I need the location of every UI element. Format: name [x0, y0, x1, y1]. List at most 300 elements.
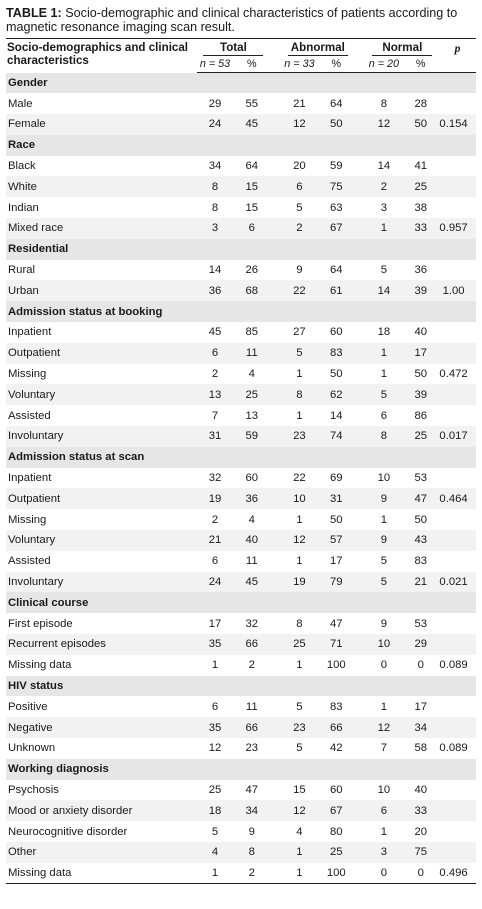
spacer-cell — [270, 551, 281, 572]
cell-normal-pct: 39 — [414, 388, 428, 401]
cell-p-value — [439, 780, 476, 801]
cell-total-pct: 25 — [245, 388, 259, 401]
cell-total-pct: 59 — [245, 430, 259, 443]
cell-abnormal-n: 1 — [296, 368, 303, 381]
cell-abnormal-n: 12 — [293, 118, 306, 131]
table-row — [6, 572, 476, 593]
table-header — [6, 39, 476, 73]
cell-total-n: 8 — [211, 180, 219, 193]
table-row — [6, 176, 476, 197]
cell-normal-pct: 0 — [402, 863, 439, 884]
cell-abnormal-pct: 83 — [329, 700, 343, 713]
cell-p-value — [439, 405, 476, 426]
section-header-row — [6, 239, 476, 260]
table-row — [6, 156, 476, 177]
cell-total-n: 18 — [208, 804, 222, 817]
table-row — [6, 696, 476, 717]
cell-abnormal-n: 23 — [293, 721, 306, 734]
cell-abnormal-n: 27 — [293, 326, 306, 339]
spacer-cell — [270, 343, 281, 364]
cell-total-pct: 45 — [245, 576, 259, 589]
row-label: Missing — [8, 368, 47, 381]
section-title: Working diagnosis — [8, 763, 109, 776]
spacer-cell — [270, 364, 281, 385]
cell-abnormal-pct: 83 — [329, 347, 343, 360]
cell-normal-n: 0 — [366, 863, 403, 884]
cell-total-pct: 9 — [248, 825, 255, 838]
cell-normal-n: 1 — [380, 513, 388, 526]
cell-normal-pct: 38 — [414, 201, 428, 214]
cell-total-n: 45 — [208, 326, 222, 339]
cell-p-value: 0.017 — [439, 430, 468, 443]
cell-normal-n: 5 — [380, 264, 388, 277]
row-label: Other — [8, 846, 37, 859]
cell-total-n: 34 — [208, 160, 222, 173]
cell-p-value: 0.464 — [439, 492, 468, 505]
spacer-cell — [270, 384, 281, 405]
cell-p-value — [439, 468, 476, 489]
section-title: Clinical course — [8, 596, 89, 609]
cell-abnormal-n: 1 — [296, 555, 303, 568]
spacer-cell — [270, 634, 281, 655]
cell-normal-pct: 29 — [414, 638, 428, 651]
row-label: Voluntary — [8, 534, 56, 547]
cell-total-n: 6 — [211, 347, 219, 360]
cell-normal-n: 18 — [377, 326, 391, 339]
cell-abnormal-n: 20 — [293, 160, 306, 173]
cell-normal-n: 7 — [380, 742, 388, 755]
table-row — [6, 260, 476, 281]
spacer-cell — [355, 800, 366, 821]
table-row — [6, 93, 476, 114]
spacer-cell — [270, 176, 281, 197]
cell-normal-n: 1 — [380, 368, 388, 381]
row-label: Involuntary — [8, 430, 64, 443]
cell-normal-pct: 50 — [414, 513, 428, 526]
cell-normal-n: 10 — [377, 783, 391, 796]
header-p-value: p — [439, 39, 476, 58]
spacer-cell — [355, 551, 366, 572]
cell-p-value: 0.089 — [439, 742, 468, 755]
row-label: Black — [8, 160, 36, 173]
spacer-cell — [355, 821, 366, 842]
cell-p-value — [439, 634, 476, 655]
row-label: Assisted — [8, 409, 51, 422]
cell-abnormal-n: 8 — [296, 388, 303, 401]
cell-abnormal-pct: 64 — [329, 97, 343, 110]
spacer-cell — [270, 488, 281, 509]
spacer-cell — [355, 322, 366, 343]
cell-total-pct: 15 — [245, 201, 259, 214]
table-row — [6, 509, 476, 530]
spacer-cell — [270, 405, 281, 426]
cell-normal-pct: 43 — [414, 534, 428, 547]
cell-abnormal-n: 2 — [296, 222, 303, 235]
spacer-cell — [355, 405, 366, 426]
cell-p-value — [439, 384, 476, 405]
cell-total-n: 12 — [208, 742, 222, 755]
header-total-pct: % — [233, 57, 270, 73]
cell-abnormal-pct: 59 — [329, 160, 343, 173]
cell-normal-pct: 21 — [414, 576, 428, 589]
cell-abnormal-n: 1 — [296, 409, 303, 422]
spacer-cell — [355, 468, 366, 489]
cell-abnormal-n: 1 — [296, 659, 303, 672]
cell-normal-n: 3 — [380, 201, 388, 214]
cell-abnormal-pct: 79 — [329, 576, 343, 589]
cell-total-n: 36 — [208, 284, 222, 297]
cell-normal-pct: 50 — [414, 118, 428, 131]
section-title: Admission status at scan — [8, 451, 145, 464]
cell-p-value — [439, 613, 476, 634]
cell-total-pct: 6 — [248, 222, 255, 235]
cell-total-n: 6 — [211, 555, 219, 568]
table-row — [6, 800, 476, 821]
cell-abnormal-n: 10 — [293, 492, 306, 505]
cell-abnormal-n: 12 — [293, 804, 306, 817]
cell-normal-n: 10 — [377, 472, 391, 485]
cell-p-value — [439, 93, 476, 114]
cell-abnormal-pct: 61 — [329, 284, 343, 297]
section-header-row — [6, 759, 476, 780]
cell-p-value — [439, 343, 476, 364]
cell-p-value — [439, 509, 476, 530]
cell-p-value — [439, 800, 476, 821]
cell-abnormal-pct: 50 — [329, 513, 343, 526]
header-abnormal-n: n = 33 — [281, 57, 318, 73]
cell-abnormal-n: 25 — [293, 638, 306, 651]
cell-total-n: 13 — [208, 388, 222, 401]
table-row — [6, 613, 476, 634]
cell-normal-pct: 50 — [414, 368, 428, 381]
cell-abnormal-n: 5 — [296, 742, 303, 755]
cell-abnormal-pct: 64 — [329, 264, 343, 277]
cell-abnormal-pct: 62 — [329, 388, 343, 401]
row-label: Outpatient — [8, 492, 61, 505]
table-row — [6, 821, 476, 842]
cell-abnormal-n: 8 — [296, 617, 303, 630]
cell-normal-n: 1 — [380, 700, 388, 713]
spacer-cell — [355, 842, 366, 863]
cell-p-value — [439, 717, 476, 738]
cell-normal-pct: 34 — [414, 721, 428, 734]
cell-p-value: 0.496 — [439, 863, 476, 884]
spacer-cell — [270, 260, 281, 281]
row-label: Recurrent episodes — [8, 638, 106, 651]
header-abnormal-pct: % — [318, 57, 355, 73]
spacer-cell — [270, 509, 281, 530]
spacer-cell — [355, 634, 366, 655]
spacer-cell — [355, 93, 366, 114]
table-row — [6, 197, 476, 218]
spacer-cell — [270, 114, 281, 135]
row-label: White — [8, 180, 37, 193]
cell-total-n: 19 — [208, 492, 222, 505]
cell-abnormal-n: 9 — [296, 264, 303, 277]
cell-total-pct: 32 — [245, 617, 259, 630]
cell-total-pct: 60 — [245, 472, 259, 485]
cell-total-n: 3 — [211, 222, 219, 235]
cell-total-n: 1 — [197, 863, 234, 884]
cell-total-n: 35 — [208, 638, 222, 651]
cell-p-value — [439, 842, 476, 863]
cell-total-pct: 4 — [248, 513, 255, 526]
table-body — [6, 73, 476, 884]
cell-total-pct: 55 — [245, 97, 259, 110]
cell-normal-n: 1 — [380, 222, 388, 235]
spacer-cell — [270, 280, 281, 301]
cell-total-n: 32 — [208, 472, 222, 485]
table-row — [6, 280, 476, 301]
cell-abnormal-pct: 47 — [329, 617, 343, 630]
cell-p-value — [439, 156, 476, 177]
section-title: Residential — [8, 243, 69, 256]
spacer-cell — [270, 800, 281, 821]
spacer-cell — [355, 156, 366, 177]
spacer-cell — [270, 572, 281, 593]
cell-total-n: 4 — [211, 846, 219, 859]
header-total: Total — [197, 39, 271, 58]
spacer-cell — [355, 509, 366, 530]
cell-normal-pct: 86 — [414, 409, 428, 422]
spacer-cell — [270, 197, 281, 218]
cell-normal-n: 9 — [380, 534, 388, 547]
cell-normal-pct: 41 — [414, 160, 428, 173]
spacer-cell — [270, 156, 281, 177]
row-label: Involuntary — [8, 576, 64, 589]
cell-total-n: 2 — [211, 368, 219, 381]
spacer-cell — [270, 322, 281, 343]
spacer-cell — [355, 738, 366, 759]
spacer-cell — [355, 696, 366, 717]
row-label: Outpatient — [8, 347, 61, 360]
cell-abnormal-pct: 80 — [329, 825, 343, 838]
cell-abnormal-pct: 57 — [329, 534, 343, 547]
cell-total-pct: 8 — [248, 846, 255, 859]
cell-p-value — [439, 530, 476, 551]
cell-normal-pct: 53 — [414, 472, 428, 485]
cell-total-pct: 68 — [245, 284, 259, 297]
row-label: Positive — [8, 700, 48, 713]
spacer-cell — [355, 530, 366, 551]
header-total-n: n = 53 — [197, 57, 234, 73]
cell-normal-pct: 53 — [414, 617, 428, 630]
spacer-cell — [270, 655, 281, 676]
cell-p-value: 0.154 — [439, 118, 468, 131]
header-normal-pct: % — [402, 57, 439, 73]
table-row — [6, 717, 476, 738]
cell-abnormal-n: 5 — [296, 700, 303, 713]
spacer-cell — [355, 176, 366, 197]
spacer-cell — [355, 364, 366, 385]
row-label: Missing data — [6, 863, 197, 884]
cell-abnormal-pct: 66 — [329, 721, 343, 734]
section-header-row — [6, 135, 476, 156]
cell-normal-n: 2 — [380, 180, 388, 193]
cell-abnormal-pct: 74 — [329, 430, 343, 443]
spacer-cell — [270, 426, 281, 447]
cell-abnormal-pct: 100 — [326, 659, 346, 672]
table-row — [6, 738, 476, 759]
cell-normal-n: 8 — [380, 97, 388, 110]
section-title: Gender — [8, 77, 48, 90]
table-row — [6, 863, 476, 884]
table-row — [6, 384, 476, 405]
cell-abnormal-n: 1 — [296, 846, 303, 859]
cell-total-pct: 66 — [245, 721, 259, 734]
cell-normal-pct: 20 — [414, 825, 428, 838]
cell-abnormal-pct: 42 — [329, 742, 343, 755]
table-row — [6, 488, 476, 509]
spacer-cell — [355, 780, 366, 801]
spacer-cell — [270, 468, 281, 489]
row-label: Neurocognitive disorder — [8, 825, 128, 838]
row-label: Unknown — [8, 742, 56, 755]
cell-abnormal-pct: 60 — [329, 783, 343, 796]
cell-abnormal-pct: 25 — [329, 846, 343, 859]
cell-normal-n: 10 — [377, 638, 391, 651]
spacer-cell — [355, 343, 366, 364]
table-row — [6, 114, 476, 135]
cell-total-n: 7 — [211, 409, 219, 422]
table-row — [6, 551, 476, 572]
cell-abnormal-n: 22 — [293, 472, 306, 485]
table-row — [6, 634, 476, 655]
cell-abnormal-n: 23 — [293, 430, 306, 443]
cell-total-n: 21 — [208, 534, 222, 547]
cell-abnormal-pct: 31 — [329, 492, 343, 505]
cell-total-pct: 66 — [245, 638, 259, 651]
section-title: HIV status — [8, 680, 64, 692]
table-row — [6, 405, 476, 426]
cell-total-pct: 40 — [245, 534, 259, 547]
cell-normal-n: 9 — [380, 617, 388, 630]
cell-normal-pct: 83 — [414, 555, 428, 568]
spacer-cell — [355, 260, 366, 281]
cell-total-n: 1 — [211, 659, 219, 672]
cell-normal-pct: 0 — [417, 659, 424, 672]
spacer-cell — [355, 426, 366, 447]
table-row — [6, 218, 476, 239]
cell-abnormal-pct: 69 — [329, 472, 343, 485]
cell-total-n: 5 — [211, 825, 219, 838]
cell-total-n: 24 — [208, 576, 222, 589]
row-label: Male — [8, 97, 33, 110]
table-row — [6, 343, 476, 364]
spacer-cell — [270, 863, 281, 884]
cell-normal-n: 12 — [377, 118, 391, 131]
cell-total-pct: 47 — [245, 783, 259, 796]
cell-normal-pct: 28 — [414, 97, 428, 110]
cell-normal-n: 5 — [380, 555, 388, 568]
cell-p-value: 0.472 — [439, 368, 468, 381]
spacer-cell — [355, 863, 366, 884]
cell-total-n: 29 — [208, 97, 222, 110]
cell-normal-n: 6 — [380, 804, 388, 817]
cell-total-n: 6 — [211, 700, 219, 713]
spacer-cell — [270, 717, 281, 738]
cell-abnormal-pct: 75 — [329, 180, 343, 193]
spacer-cell — [355, 197, 366, 218]
cell-p-value — [439, 551, 476, 572]
cell-total-pct: 64 — [245, 160, 259, 173]
cell-abnormal-pct: 50 — [329, 368, 343, 381]
cell-normal-n: 6 — [380, 409, 388, 422]
row-label: Psychosis — [8, 783, 59, 796]
cell-total-n: 31 — [208, 430, 222, 443]
cell-normal-n: 5 — [380, 388, 388, 401]
cell-total-pct: 11 — [245, 347, 258, 360]
table-row — [6, 780, 476, 801]
cell-p-value: 0.021 — [439, 576, 468, 589]
cell-p-value — [439, 696, 476, 717]
cell-normal-n: 14 — [377, 284, 391, 297]
spacer-cell — [355, 655, 366, 676]
spacer-cell — [270, 738, 281, 759]
cell-normal-pct: 40 — [414, 783, 428, 796]
cell-p-value — [439, 176, 476, 197]
cell-normal-pct: 39 — [414, 284, 428, 297]
cell-abnormal-n: 5 — [296, 347, 303, 360]
section-header-row — [6, 676, 476, 697]
cell-total-n: 25 — [208, 783, 222, 796]
cell-abnormal-n: 22 — [293, 284, 306, 297]
cell-normal-pct: 47 — [414, 492, 428, 505]
table-caption — [6, 6, 476, 34]
table-row — [6, 468, 476, 489]
table-caption-label: TABLE 1: — [6, 6, 62, 20]
cell-abnormal-n: 21 — [293, 97, 306, 110]
row-label: Missing data — [8, 659, 72, 672]
cell-total-pct: 13 — [245, 409, 259, 422]
cell-total-pct: 36 — [245, 492, 259, 505]
cell-p-value — [439, 821, 476, 842]
table-row — [6, 364, 476, 385]
cell-normal-pct: 58 — [414, 742, 428, 755]
table-row — [6, 842, 476, 863]
characteristics-table — [6, 38, 476, 884]
row-label: Assisted — [8, 555, 51, 568]
cell-normal-n: 3 — [380, 846, 388, 859]
cell-normal-pct: 40 — [414, 326, 428, 339]
cell-abnormal-n: 1 — [296, 513, 303, 526]
cell-abnormal-pct: 14 — [329, 409, 343, 422]
cell-total-n: 35 — [208, 721, 222, 734]
spacer-cell — [270, 696, 281, 717]
cell-abnormal-pct: 67 — [329, 804, 343, 817]
cell-abnormal-pct: 50 — [329, 118, 343, 131]
cell-abnormal-n: 1 — [281, 863, 318, 884]
cell-abnormal-n: 12 — [293, 534, 306, 547]
cell-normal-n: 1 — [380, 825, 388, 838]
row-label: Negative — [8, 721, 53, 734]
cell-normal-pct: 17 — [414, 700, 428, 713]
spacer-cell — [355, 384, 366, 405]
section-title: Race — [8, 139, 36, 152]
cell-total-pct: 34 — [245, 804, 259, 817]
cell-total-pct: 26 — [245, 264, 259, 277]
section-title: Admission status at booking — [8, 305, 163, 318]
section-header-row — [6, 592, 476, 613]
cell-abnormal-pct: 17 — [329, 555, 343, 568]
cell-p-value — [439, 322, 476, 343]
cell-normal-n: 12 — [377, 721, 391, 734]
row-label: Mood or anxiety disorder — [8, 804, 133, 817]
row-label: Indian — [8, 201, 39, 214]
spacer-cell — [270, 93, 281, 114]
table-row — [6, 322, 476, 343]
table-row — [6, 530, 476, 551]
